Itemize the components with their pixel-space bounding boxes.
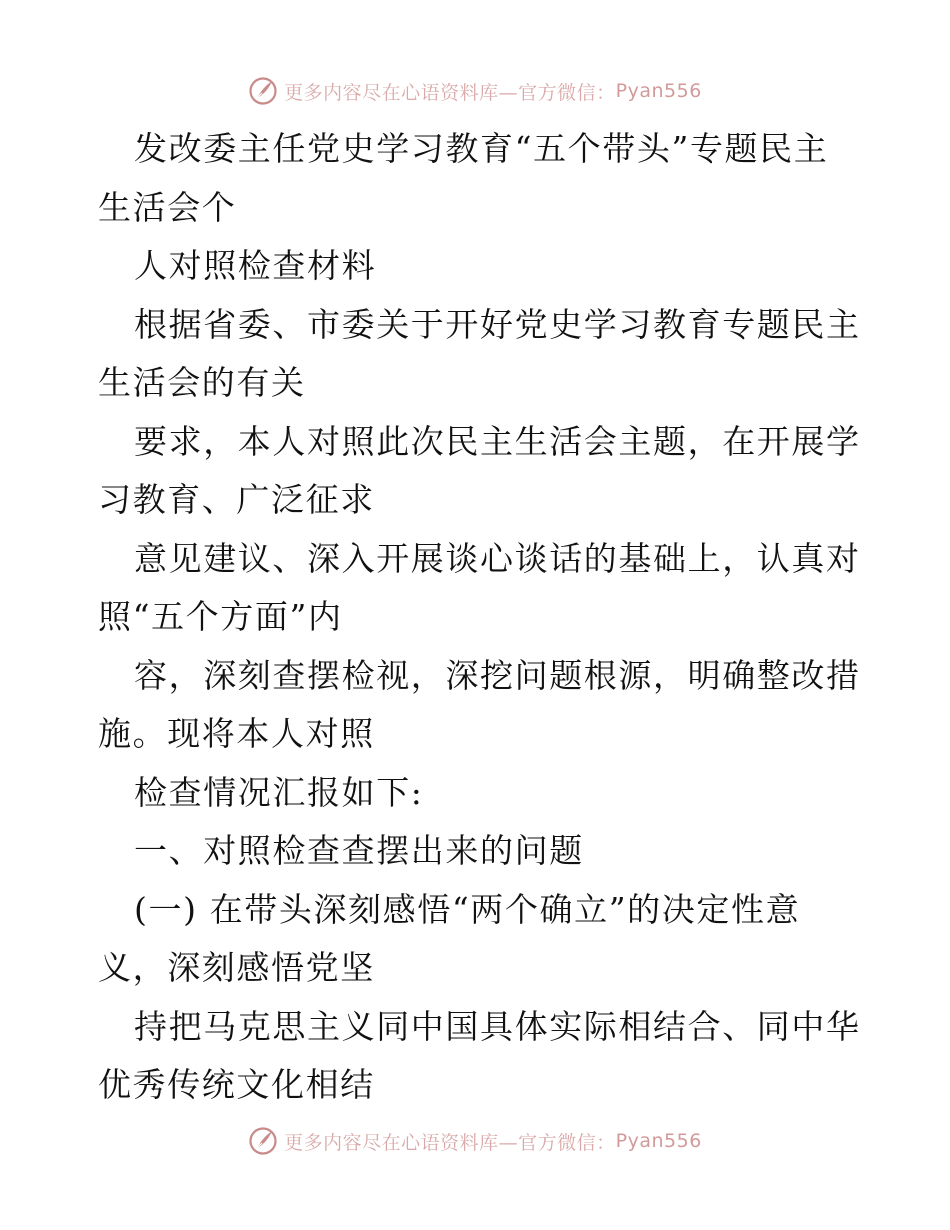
paragraph-line: 义，深刻感悟党坚 (98, 948, 375, 987)
footer-watermark (0, 1124, 950, 1158)
paragraph-line: 优秀传统文化相结 (98, 1065, 375, 1104)
title-line-2: 生活会个 (98, 187, 237, 227)
paragraph-line: 要求，本人对照此次民主生活会主题，在开展学 (134, 421, 861, 461)
subsection-heading: (一) 在带头深刻感悟“两个确立”的决定性意 (134, 889, 801, 929)
watermark-wechat-id: Pyan556 (615, 1130, 702, 1152)
paragraph-line: 照“五个方面”内 (98, 597, 343, 636)
header-watermark (0, 74, 950, 108)
paragraph-line: 根据省委、市委关于开好党史学习教育专题民主 (134, 304, 861, 344)
title-line-1: 发改委主任党史学习教育“五个带头”专题民主 (134, 129, 829, 168)
paragraph-line: 持把马克思主义同中国具体实际相结合、同中华 (134, 1006, 861, 1046)
paragraph-line: 意见建议、深入开展谈心谈话的基础上，认真对 (134, 538, 861, 578)
watermark-text: 更多内容尽在心语资料库—官方微信： (284, 81, 616, 104)
paragraph-line: 检查情况汇报如下: (134, 772, 424, 812)
title-line-3: 人对照检查材料 (134, 246, 377, 285)
watermark-wechat-id: Pyan556 (615, 80, 702, 102)
section-heading: 一、对照检查查摆出来的问题 (134, 831, 584, 870)
paragraph-line: 施。现将本人对照 (98, 714, 375, 753)
watermark-text: 更多内容尽在心语资料库—官方微信： (284, 1131, 616, 1154)
quill-logo-icon (248, 1126, 278, 1156)
quill-logo-icon (248, 76, 278, 106)
document-body (98, 120, 861, 1115)
paragraph-line: 习教育、广泛征求 (98, 480, 375, 519)
paragraph-line: 容，深刻查摆检视，深挖问题根源，明确整改措 (134, 655, 861, 695)
paragraph-line: 生活会的有关 (98, 363, 306, 402)
